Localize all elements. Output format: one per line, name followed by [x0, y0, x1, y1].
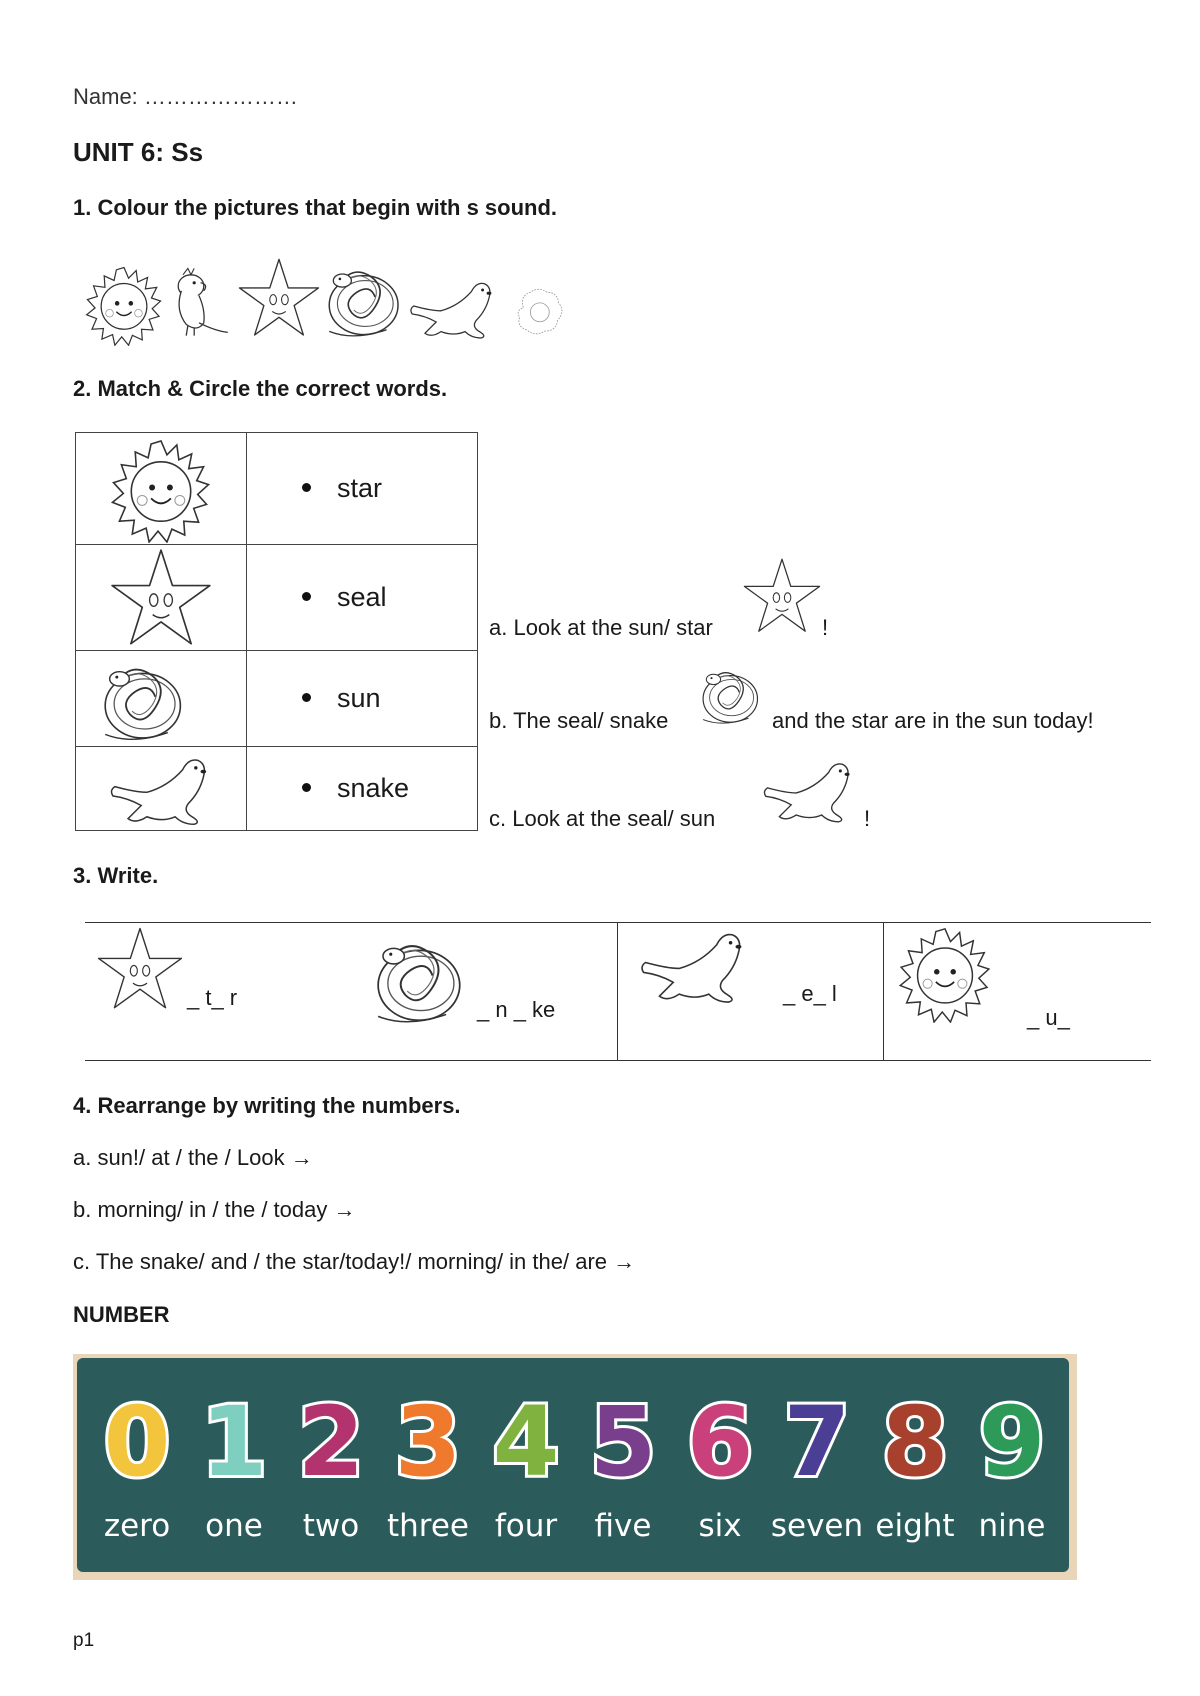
- star-icon: [742, 556, 822, 636]
- rearrange-line[interactable]: b. morning/ in / the / today →: [73, 1197, 356, 1222]
- sentence-b-end: and the star are in the sun today!: [772, 708, 1094, 733]
- match-picture-cell: [76, 651, 247, 747]
- number-digit: 8: [881, 1386, 949, 1498]
- page-number: p1: [73, 1630, 95, 1651]
- sun-icon[interactable]: [85, 266, 163, 346]
- match-word-cell[interactable]: [247, 433, 478, 545]
- parrot-icon[interactable]: [159, 258, 239, 346]
- write-blank[interactable]: _ u_: [1027, 1005, 1070, 1030]
- sun-icon: [109, 439, 213, 543]
- write-blank[interactable]: _ t_ r: [187, 985, 238, 1010]
- number-word: five: [594, 1508, 652, 1544]
- match-row: [76, 545, 478, 651]
- sun-icon: [897, 927, 993, 1023]
- divider: [617, 923, 618, 1060]
- match-picture-cell: [76, 545, 247, 651]
- star-icon[interactable]: [237, 256, 321, 340]
- seal-icon: [87, 749, 235, 829]
- rearrange-line[interactable]: c. The snake/ and / the star/today!/ morning/ in the/ are →: [73, 1249, 636, 1274]
- section3-instruction: 3. Write.: [73, 863, 159, 888]
- number-digit: 9: [978, 1386, 1046, 1498]
- section4-instruction: 4. Rearrange by writing the numbers.: [73, 1093, 461, 1118]
- match-word: star: [337, 473, 383, 503]
- snake-icon: [694, 660, 764, 728]
- number-word: six: [698, 1508, 742, 1544]
- snake-icon: [88, 652, 194, 746]
- section2-instruction: 2. Match & Circle the correct words.: [73, 376, 448, 401]
- sentence-c-end: !: [864, 806, 871, 831]
- write-table: [85, 922, 1151, 1061]
- star-icon: [105, 546, 217, 650]
- divider: [883, 923, 884, 1060]
- number-word: nine: [978, 1508, 1046, 1544]
- seal-icon: [752, 754, 866, 826]
- snake-icon: [363, 927, 471, 1029]
- number-digit: 7: [783, 1386, 851, 1498]
- match-word: sun: [337, 683, 381, 713]
- match-picture-cell: [76, 747, 247, 831]
- egg-icon[interactable]: [510, 284, 572, 340]
- match-dot[interactable]: [302, 592, 311, 601]
- snake-icon[interactable]: [319, 256, 405, 342]
- seal-icon: [629, 923, 759, 1007]
- number-word: seven: [770, 1508, 864, 1544]
- star-icon: [95, 925, 185, 1013]
- number-digit: 3: [394, 1386, 462, 1498]
- number-word: two: [302, 1508, 360, 1544]
- number-word: zero: [103, 1508, 171, 1544]
- write-blank[interactable]: _ e_ l: [783, 981, 837, 1006]
- sentence-c: c. Look at the seal/ sun: [489, 806, 716, 831]
- match-word-cell[interactable]: [247, 747, 478, 831]
- numbers-board: [77, 1358, 1069, 1572]
- number-heading: NUMBER: [73, 1302, 170, 1327]
- unit-title: UNIT 6: Ss: [73, 137, 204, 167]
- number-word: three: [386, 1508, 469, 1544]
- match-row: [76, 651, 478, 747]
- match-dot[interactable]: [302, 783, 311, 792]
- match-picture-cell: [76, 433, 247, 545]
- colour-pictures-strip: [85, 256, 585, 346]
- match-word-cell[interactable]: [247, 545, 478, 651]
- sentence-a-end: !: [822, 615, 829, 640]
- match-dot[interactable]: [302, 693, 311, 702]
- seal-icon[interactable]: [403, 274, 503, 342]
- number-word: four: [494, 1508, 558, 1544]
- match-word-cell[interactable]: [247, 651, 478, 747]
- rearrange-line[interactable]: a. sun!/ at / the / Look →: [73, 1145, 313, 1170]
- number-digit: 5: [589, 1386, 657, 1498]
- match-word: snake: [337, 773, 410, 803]
- sentence-b: b. The seal/ snake: [489, 708, 669, 733]
- numbers-banner: [73, 1354, 1077, 1580]
- number-digit: 2: [297, 1386, 365, 1498]
- write-blank[interactable]: _ n _ ke: [477, 997, 556, 1022]
- number-digit: 4: [492, 1386, 560, 1498]
- name-label: Name: …………………: [73, 84, 298, 109]
- number-digit: 1: [200, 1386, 268, 1498]
- match-row: [76, 747, 478, 831]
- match-row: [76, 433, 478, 545]
- sentence-a: a. Look at the sun/ star: [489, 615, 713, 640]
- number-digit: 6: [686, 1386, 754, 1498]
- number-word: one: [205, 1508, 263, 1544]
- number-digit: 0: [103, 1386, 171, 1498]
- match-dot[interactable]: [302, 483, 311, 492]
- match-table: [75, 432, 478, 831]
- number-word: eight: [875, 1508, 955, 1544]
- section1-instruction: 1. Colour the pictures that begin with s sound.: [73, 195, 558, 220]
- match-word: seal: [337, 582, 387, 612]
